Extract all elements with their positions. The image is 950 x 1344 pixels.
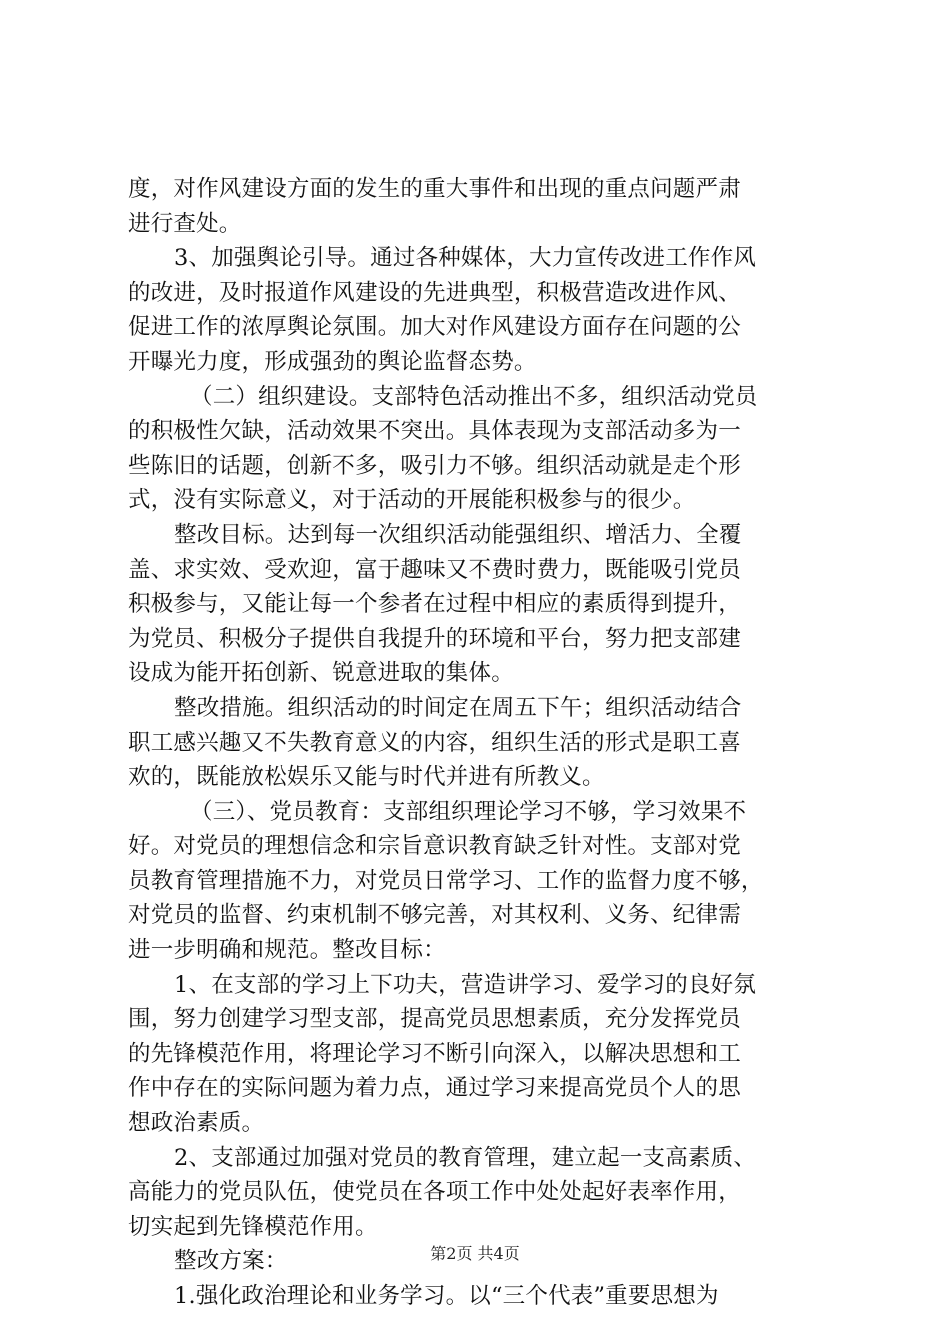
text-line: 设成为能开拓创新、锐意进取的集体。 (128, 660, 514, 687)
text-line: 切实起到先锋模范作用。 (128, 1213, 378, 1240)
text-line: 的改进，及时报道作风建设的先进典型，积极营造改进作风、 (128, 279, 741, 306)
text-line: 1.强化政治理论和业务学习。以“三个代表”重要思想为 (174, 1283, 719, 1309)
text-line: 式，没有实际意义，对于活动的开展能积极参与的很少。 (128, 487, 696, 514)
text-line: 欢的，既能放松娱乐又能与时代并进有所教义。 (128, 764, 605, 791)
text-line: （二）组织建设。支部特色活动推出不多，组织活动党员 (190, 383, 758, 410)
text-line: 的积极性欠缺，活动效果不突出。具体表现为支部活动多为一 (128, 418, 741, 445)
text-line: 些陈旧的话题，创新不多，吸引力不够。组织活动就是走个形 (128, 452, 741, 479)
text-line: 盖、求实效、受欢迎，富于趣味又不费时费力，既能吸引党员 (128, 556, 741, 583)
text-line: 员教育管理措施不力，对党员日常学习、工作的监督力度不够， (128, 867, 764, 894)
text-line: 1、在支部的学习上下功夫，营造讲学习、爱学习的良好氛 (174, 971, 757, 998)
text-line: 整改目标。达到每一次组织活动能强组织、增活力、全覆 (174, 521, 742, 548)
text-line: 度，对作风建设方面的发生的重大事件和出现的重点问题严肃 (128, 176, 741, 202)
text-line: 整改方案： (174, 1248, 288, 1275)
text-line: （三）、党员教育：支部组织理论学习不够，学习效果不 (190, 798, 747, 825)
text-line: 的先锋模范作用，将理论学习不断引向深入，以解决思想和工 (128, 1040, 741, 1067)
text-line: 围，努力创建学习型支部，提高党员思想素质，充分发挥党员 (128, 1006, 741, 1033)
text-line: 为党员、积极分子提供自我提升的环境和平台，努力把支部建 (128, 625, 741, 652)
text-line: 职工感兴趣又不失教育意义的内容，组织生活的形式是职工喜 (128, 729, 741, 756)
text-line: 整改措施。组织活动的时间定在周五下午；组织活动结合 (174, 694, 742, 721)
text-line: 3、加强舆论引导。通过各种媒体，大力宣传改进工作作风 (174, 245, 757, 272)
text-line: 好。对党员的理想信念和宗旨意识教育缺乏针对性。支部对党 (128, 833, 741, 860)
text-line: 对党员的监督、约束机制不够完善，对其权利、义务、纪律需 (128, 902, 741, 929)
text-line: 开曝光力度，形成强劲的舆论监督态势。 (128, 348, 537, 375)
text-line: 积极参与，又能让每一个参者在过程中相应的素质得到提升， (128, 591, 741, 618)
text-line: 2、支部通过加强对党员的教育管理，建立起一支高素质、 (174, 1144, 757, 1171)
text-line: 进行查处。 (128, 210, 242, 237)
text-line: 促进工作的浓厚舆论氛围。加大对作风建设方面存在问题的公 (128, 314, 741, 341)
text-line: 进一步明确和规范。整改目标： (128, 937, 446, 964)
text-line: 高能力的党员队伍，使党员在各项工作中处处起好表率作用， (128, 1179, 741, 1206)
text-line: 作中存在的实际问题为着力点，通过学习来提高党员个人的思 (128, 1075, 741, 1102)
body-text (128, 172, 828, 1314)
page-number-footer: 第2页 共4页 (430, 1244, 520, 1263)
text-line: 想政治素质。 (128, 1110, 265, 1137)
